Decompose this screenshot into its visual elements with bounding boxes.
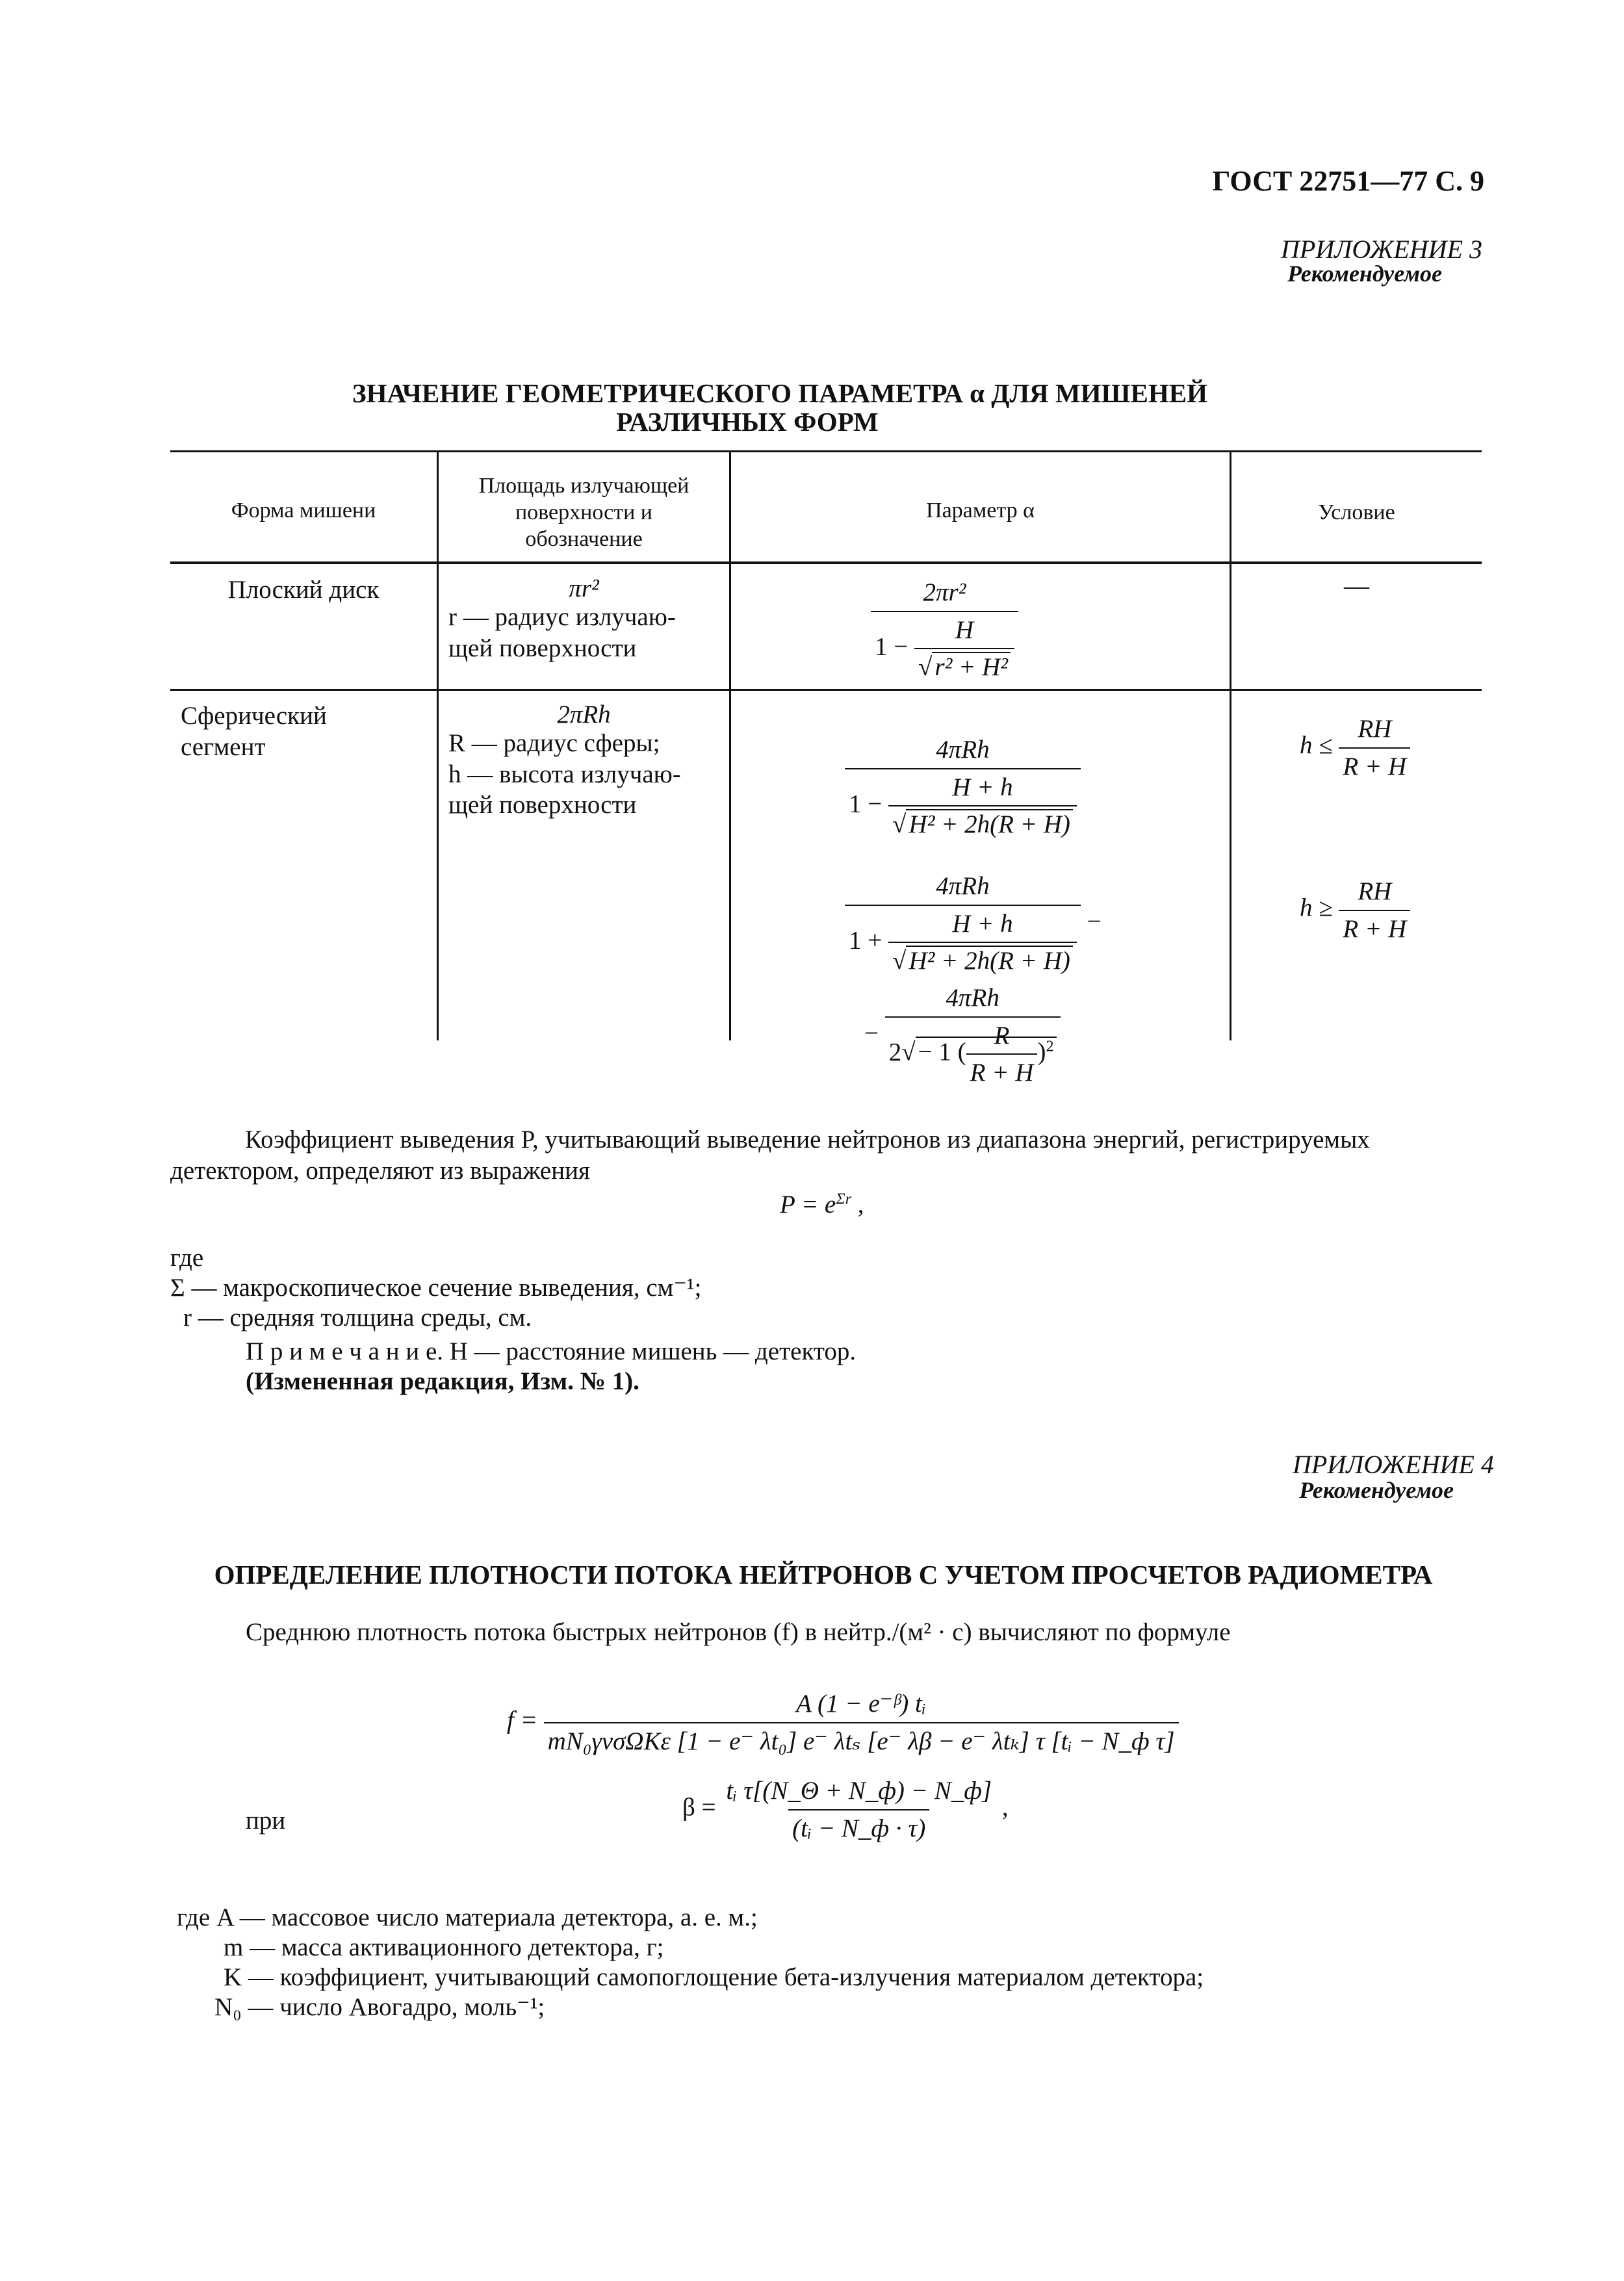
- row2-alpha3-den-rad: − 1: [918, 1038, 951, 1066]
- row2-alpha3-den-prefix: 2: [888, 1038, 902, 1066]
- header-condition: Условие: [1318, 500, 1395, 524]
- table-top-rule: [170, 450, 1482, 452]
- row2-alpha3-fraction: [885, 983, 1061, 1089]
- header-alpha: Параметр α: [926, 498, 1035, 522]
- row2-area-desc-line3: щей поверхности: [448, 791, 637, 819]
- row1-alpha-prefix: 1 −: [875, 632, 909, 661]
- row2-alpha3-den-exp: 2: [1046, 1037, 1054, 1055]
- beta-formula-num: tᵢ τ[(N_Θ + N_ф) − N_ф]: [726, 1777, 992, 1805]
- beta-formula-end: ,: [1001, 1793, 1009, 1822]
- where-word: где: [170, 1244, 204, 1272]
- coefficient-paragraph: [170, 1124, 1489, 1186]
- row1-area-desc-line2: щей поверхности: [448, 634, 637, 662]
- row1-area-desc-line1: r — радиус излучаю-: [448, 603, 676, 631]
- coefficient-paragraph-line1: Коэффициент выведения P, учитывающий выведение нейтронов из диапазона энергий, регистрируемых: [245, 1126, 1370, 1153]
- beta-formula-lhs: β =: [682, 1793, 716, 1822]
- row2-form: [181, 701, 327, 762]
- row2-condition2-den: R + H: [1339, 910, 1410, 945]
- row2-condition2-fraction: [1339, 876, 1410, 944]
- header-area-line3: обозначение: [525, 526, 643, 551]
- row2-alpha1-formula: [845, 734, 1081, 840]
- definition-r: r — средняя толщина среды, см.: [183, 1304, 532, 1332]
- table-col-rule-2: [729, 450, 731, 1040]
- row2-alpha3-den-fraction: [966, 1020, 1038, 1089]
- row1-form: Плоский диск: [227, 576, 380, 604]
- row2-alpha2-formula: [845, 871, 1102, 977]
- row2-alpha1-inner-fraction: [888, 772, 1077, 840]
- row2-area-formula: 2πRh: [557, 701, 611, 728]
- row2-condition2-left: h ≥: [1300, 894, 1333, 922]
- row1-alpha-formula: [871, 577, 1018, 683]
- row2-alpha3-den: 2√ − 1 ( $\frac{R}{R + H}$ )$^2$: [885, 1016, 1061, 1089]
- row1-condition: —: [1344, 572, 1369, 600]
- definition-N0: N₀ — число Авогадро, моль⁻¹;: [214, 1993, 545, 2022]
- row2-alpha2-inner-fraction: [888, 909, 1077, 977]
- row2-condition1-fraction: [1339, 714, 1410, 782]
- coefficient-formula: [780, 1189, 864, 1220]
- row2-condition1-den: R + H: [1339, 747, 1410, 782]
- row2-alpha2-num: 4πRh: [936, 872, 990, 900]
- definition-A: где A — массовое число материала детектора, а. е. м.;: [177, 1903, 758, 1931]
- note-label: П р и м е ч а н и е.: [246, 1337, 444, 1365]
- row2-alpha3-den-frac-den: R + H: [966, 1053, 1038, 1089]
- row2-area-desc-line2: h — высота излучаю-: [448, 760, 681, 788]
- coefficient-paragraph-line2: детектором, определяют из выражения: [170, 1156, 590, 1185]
- note: [246, 1336, 856, 1367]
- coefficient-formula-end: ,: [851, 1191, 864, 1218]
- amendment-note: (Измененная редакция, Изм. № 1).: [246, 1367, 639, 1395]
- appendix4-label: ПРИЛОЖЕНИЕ 4: [1293, 1450, 1494, 1479]
- appendix4-intro: Среднюю плотность потока быстрых нейтронов (f) в нейтр./(м² · с) вычисляют по формуле: [246, 1618, 1231, 1646]
- appendix3-label: ПРИЛОЖЕНИЕ 3: [1281, 235, 1482, 264]
- table-header-rule: [170, 561, 1482, 564]
- row1-alpha-den: [871, 611, 1018, 683]
- header-form: Форма мишени: [231, 498, 376, 522]
- row2-condition2: [1300, 876, 1410, 944]
- flux-formula: [507, 1688, 1179, 1757]
- row2-alpha1-den: [845, 768, 1081, 840]
- row2-condition1: [1300, 714, 1410, 782]
- row2-alpha1-num: 4πRh: [936, 736, 990, 764]
- row2-alpha3-formula: [864, 983, 1061, 1089]
- beta-formula-den: (tᵢ − N_ф · τ): [788, 1809, 929, 1844]
- row2-alpha1-inner-den: √ H² + 2h(R + H): [888, 805, 1077, 840]
- row1-alpha-fraction: [871, 577, 1018, 683]
- header-area: [439, 473, 729, 552]
- row1-area-formula: πr²: [569, 574, 599, 602]
- row2-alpha2-tail: −: [1087, 907, 1102, 936]
- row1-alpha-radicand: r² + H²: [932, 652, 1011, 681]
- appendix4-status: Рекомендуемое: [1299, 1477, 1454, 1503]
- definition-K: K — коэффициент, учитывающий самопоглощение бета-излучения материалом детектора;: [224, 1963, 1204, 1992]
- row1-area-desc: [448, 602, 676, 664]
- row2-alpha3-num: 4πRh: [946, 984, 999, 1012]
- pri-word: при: [246, 1807, 286, 1835]
- row2-alpha1-prefix: 1 −: [849, 790, 883, 818]
- table-col-rule-3: [1230, 450, 1231, 1040]
- beta-formula-fraction: [722, 1775, 996, 1844]
- row2-area-desc: [448, 728, 681, 821]
- header-area-line1: Площадь излучающей: [478, 474, 690, 498]
- header-area-line2: поверхности и: [515, 500, 653, 524]
- row2-form-line1: Сферический: [181, 702, 327, 730]
- row2-form-line2: сегмент: [181, 732, 266, 761]
- flux-formula-den: mN₀γνσΩKε [1 − e⁻ λt₀] e⁻ λtₛ [e⁻ λβ − e⁻ λtₖ] τ [tᵢ − N_ф τ]: [544, 1722, 1179, 1757]
- row2-alpha2-inner-den: √ H² + 2h(R + H): [888, 942, 1077, 977]
- flux-formula-num: A (1 − e⁻ᵝ) tᵢ: [796, 1690, 927, 1718]
- row2-alpha2-inner-num: H + h: [952, 909, 1013, 938]
- row2-condition1-num: RH: [1358, 715, 1392, 743]
- definition-m: m — масса активационного детектора, г;: [224, 1933, 664, 1962]
- table-row-rule: [170, 689, 1482, 691]
- beta-formula: [682, 1775, 1009, 1844]
- appendix4-title: ОПРЕДЕЛЕНИЕ ПЛОТНОСТИ ПОТОКА НЕЙТРОНОВ С УЧЕТОМ ПРОСЧЕТОВ РАДИОМЕТРА: [214, 1560, 1433, 1590]
- appendix3-title-line2: РАЗЛИЧНЫХ ФОРМ: [616, 407, 879, 437]
- row1-alpha-inner-den: √ r² + H²: [914, 648, 1014, 683]
- note-text: H — расстояние мишень — детектор.: [443, 1337, 857, 1365]
- row2-alpha1-radicand: H² + 2h(R + H): [906, 809, 1072, 838]
- row2-alpha1-fraction: [845, 734, 1081, 840]
- definitions-list: [177, 1903, 1204, 2022]
- row2-alpha2-den: [845, 905, 1081, 977]
- appendix3-title-line1: ЗНАЧЕНИЕ ГЕОМЕТРИЧЕСКОГО ПАРАМЕТРА α ДЛЯ МИШЕНЕЙ: [352, 378, 1208, 408]
- flux-formula-lhs: f =: [507, 1706, 537, 1734]
- document-code: ГОСТ 22751—77 С. 9: [1212, 165, 1484, 197]
- row2-alpha3-den-radicand: − 1 ( $\frac{R}{R + H}$ )$^2$: [916, 1037, 1057, 1066]
- row2-alpha2-fraction: [845, 871, 1081, 977]
- row1-alpha-inner-num: H: [955, 615, 974, 644]
- flux-formula-fraction: [544, 1688, 1179, 1757]
- row2-alpha3-lead: −: [864, 1019, 879, 1048]
- row1-alpha-num: 2πr²: [923, 578, 966, 606]
- coefficient-formula-lhs: P = e: [780, 1191, 836, 1218]
- row2-condition2-num: RH: [1358, 877, 1392, 905]
- appendix3-status: Рекомендуемое: [1287, 261, 1442, 287]
- row2-alpha2-radicand: H² + 2h(R + H): [906, 946, 1072, 975]
- row1-alpha-inner-fraction: [914, 615, 1014, 683]
- coefficient-formula-exp: Σr: [836, 1190, 852, 1208]
- row2-area-desc-line1: R — радиус сферы;: [448, 729, 660, 757]
- row2-condition1-left: h ≤: [1300, 731, 1333, 760]
- row2-alpha2-prefix: 1 +: [849, 926, 883, 955]
- row2-alpha3-den-frac-num: R: [994, 1021, 1010, 1050]
- row2-alpha1-inner-num: H + h: [952, 773, 1013, 801]
- definition-sigma: Σ — макроскопическое сечение выведения, см⁻¹;: [170, 1274, 702, 1302]
